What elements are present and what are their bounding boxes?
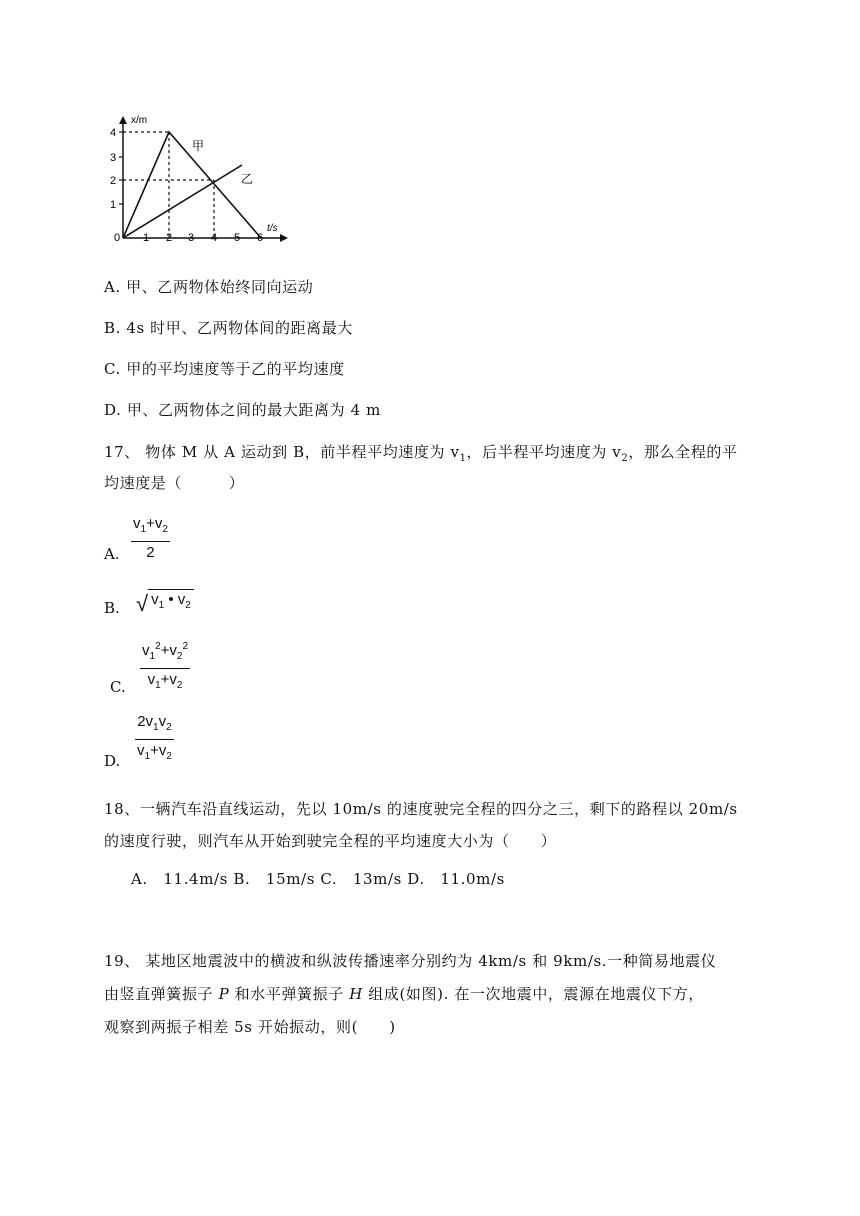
- x-axis-arrow: [280, 234, 288, 242]
- q17-option-c-fraction: $v_1^2+v_2^2$ $v_1+v_2$: [142, 641, 189, 691]
- q19-line2-c: 组成(如图). 在一次地震中，震源在地震仪下方，: [362, 985, 704, 1003]
- q17-option-c-label: C.: [110, 678, 126, 696]
- q17-option-d-label: D.: [104, 752, 121, 770]
- q19-line2-b: 和水平弹簧振子: [229, 985, 350, 1003]
- y-axis-label: x/m: [131, 115, 148, 126]
- q17-option-a-label: A.: [104, 545, 120, 563]
- x-tick-4: 4: [211, 232, 218, 244]
- q17-stem-c: ，那么全程的平: [628, 443, 738, 461]
- y-axis-arrow: [119, 116, 127, 124]
- q17-sub2: 2: [621, 453, 629, 464]
- q17-option-d-fraction: $2v_1v_2$ $v_1+v_2$: [137, 713, 172, 762]
- q16-option-b: B. 4s 时甲、乙两物体间的距离最大: [104, 319, 353, 337]
- q17-option-a-fraction: $v_1+v_2$ 2: [133, 515, 168, 561]
- q17-stem-b: ，后半程平均速度为 v: [466, 443, 622, 461]
- q17-stem-line2: 均速度是（ ）: [104, 474, 245, 492]
- x-axis-label: t/s: [267, 223, 278, 234]
- x-tick-6: 6: [257, 232, 264, 244]
- y-tick-2: 2: [110, 175, 117, 187]
- q17-stem-a: 17、 物体 M 从 A 运动到 B，前半程平均速度为 v: [104, 443, 460, 461]
- series-jia-label: 甲: [192, 139, 205, 153]
- origin-label: 0: [114, 232, 121, 244]
- q16-option-d: D. 甲、乙两物体之间的最大距离为 4 m: [104, 401, 381, 419]
- x-tick-3: 3: [188, 232, 195, 244]
- q17-sub1: 1: [459, 453, 467, 464]
- y-tick-4: 4: [110, 127, 117, 139]
- x-tick-2: 2: [166, 232, 173, 244]
- q19-line1: 19、 某地区地震波中的横波和纵波传播速率分别约为 4km/s 和 9km/s.一种简易地震仪: [104, 952, 717, 970]
- q19-H: H: [349, 985, 363, 1003]
- x-tick-5: 5: [234, 232, 241, 244]
- q18-options: A. 11.4m/s B. 15m/s C. 13m/s D. 11.0m/s: [131, 870, 505, 888]
- y-tick-1: 1: [110, 199, 117, 211]
- q18-line1: 18、一辆汽车沿直线运动，先以 10m/s 的速度驶完全程的四分之三，剩下的路程以 20m/s: [104, 800, 738, 818]
- x-t-graph: [104, 110, 304, 245]
- q19-line3: 观察到两振子相差 5s 开始振动，则( ): [104, 1018, 396, 1036]
- q17-option-b-label: B.: [104, 599, 120, 617]
- y-tick-3: 3: [110, 152, 117, 164]
- series-yi-label: 乙: [241, 172, 254, 186]
- q19-line2: [104, 983, 704, 1004]
- x-tick-1: 1: [143, 232, 150, 244]
- q19-line2-a: 由竖直弹簧振子: [104, 985, 219, 1003]
- q16-option-a: A. 甲、乙两物体始终同向运动: [104, 278, 314, 296]
- q16-option-c: C. 甲的平均速度等于乙的平均速度: [104, 360, 345, 378]
- q17-stem-line1: [104, 441, 738, 464]
- q19-P: P: [218, 985, 230, 1003]
- series-yi-line: [123, 165, 242, 238]
- q17-option-b-sqrt: √ $v_1$ • $v_2$: [136, 589, 194, 615]
- q18-line2: 的速度行驶，则汽车从开始到驶完全程的平均速度大小为（ ）: [104, 832, 557, 850]
